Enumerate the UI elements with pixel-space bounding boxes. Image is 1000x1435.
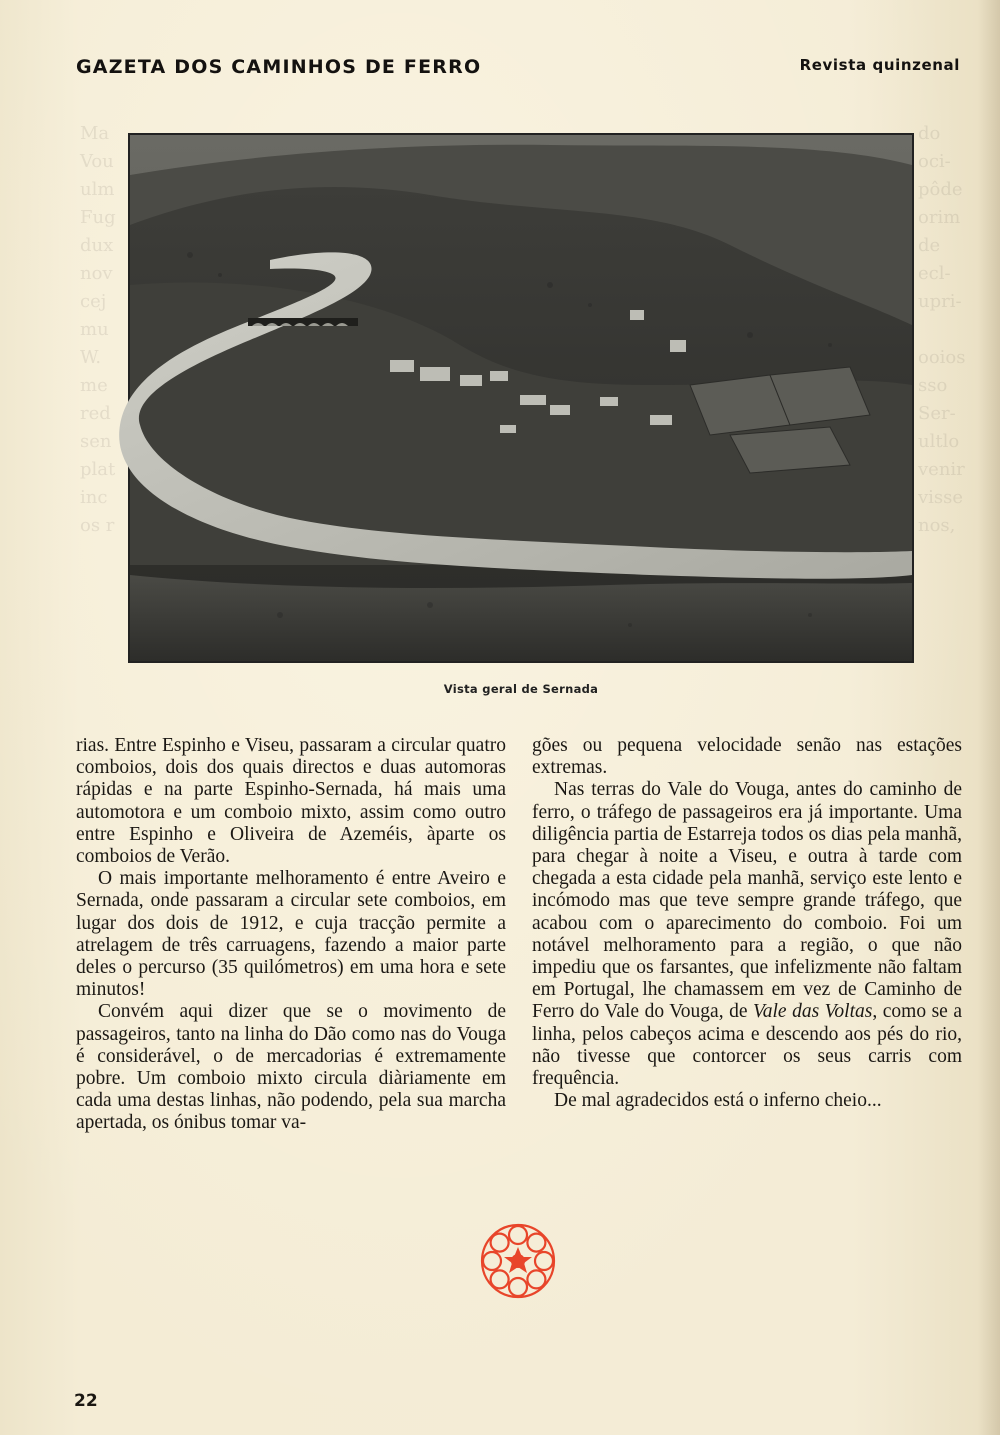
italic-nickname: Vale das Voltas [753,1001,873,1023]
magazine-title: GAZETA DOS CAMINHOS DE FERRO [76,56,482,78]
paragraph: De mal agradecidos está o inferno cheio... [554,1090,882,1112]
show-through-texture: Ma Vou ulm Fug dux nov cej mu W. me red sen plat inc os r [80,123,116,536]
red-rosette-ornament-icon [478,1221,558,1301]
paragraph: O mais importante melhoramento é entre Aveiro e Sernada, onde passaram a circular sete comboios, em lugar dos dois de 1912, e cuja tracção permite a atrelagem de três carruagens, fazendo a maior parte deles o percurso (35 quilómetros) em uma hora e sete minutos! [76,868,506,1001]
photo-caption: Vista geral de Sernada [443,682,599,696]
paragraph: rias. Entre Espinho e Viseu, passaram a circular quatro comboios, dois dos quais directos e duas automoras rápidas e na parte Espinho-Sernada, há mais uma automotora e um comboio mixto, assim como outro entre Espinho e Oliveira de Azeméis, àparte os comboios de Verão. [76,735,506,868]
left-text-column [76,735,506,1135]
page-edge-shadow [978,0,1000,1435]
paragraph: gões ou pequena velocidade senão nas estações extremas. [532,735,962,779]
show-through-texture: do oci- pôde orim de ecl- upri- ooios sso Ser- ultlo venir visse nos, [918,123,966,536]
page-number: 22 [74,1391,98,1411]
right-text-column [532,735,962,1112]
landscape-photo [128,133,914,663]
paragraph: Convém aqui dizer que se o movimento de passageiros, tanto na linha do Dão como nas do Vouga é considerável, o de mercadorias é extremamente pobre. Um comboio mixto circula diàriamente em cada uma destas linhas, não podendo, pela sua marcha apertada, os ónibus tomar va- [76,1001,506,1134]
river-valley-illustration [130,135,912,661]
paragraph: Nas terras do Vale do Vouga, antes do caminho de ferro, o tráfego de passageiros era já importante. Uma diligência partia de Estarreja todos os dias pela manhã, para chegar à noite a Viseu, e outra à tarde com chegada a esta cidade pela manhã, serviço este lento e incómodo mas que teve sempre grande tráfego, que acabou com o aparecimento do comboio. Foi um notável melhoramento para a região, o que não impediu que os farsantes, que infelizmente não faltam em Portugal, lhe chamassem em vez de Caminho de Ferro do Vale do Vouga, de Vale das Voltas, como se a linha, pelos cabeços acima e descendo aos pés do rio, não tivesse que contorcer os seus carris com frequência. [532,779,962,1090]
magazine-subtitle: Revista quinzenal [799,56,960,74]
